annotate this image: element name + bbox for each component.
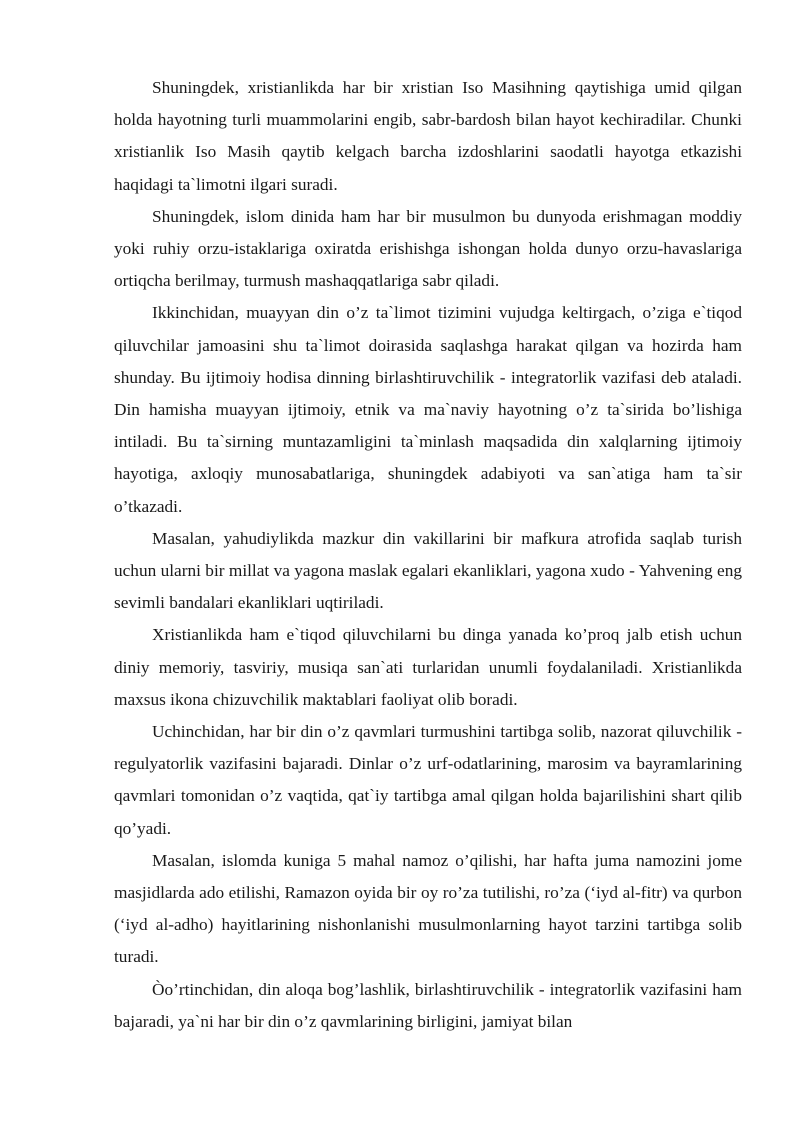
- paragraph-1: Shuningdek, xristianlikda har bir xristian Iso Masihning qaytishiga umid qilgan holda hayotning turli muammolarini engib, sabr-bardosh bilan hayot kechiradilar. Chunki xristianlik Iso Masih qaytib kelgach barcha izdoshlarini saodatli hayotga etkazishi haqidagi ta`limotni ilgari suradi.: [114, 78, 742, 194]
- paragraph-3: Ikkinchidan, muayyan din o’z ta`limot tizimini vujudga keltirgach, o’ziga e`tiqod qiluvchilar jamoasini shu ta`limot doirasida saqlashga harakat qilgan va hozirda ham shunday. Bu ijtimoiy hodisa dinning birlashtiruvchilik - integratorlik vazifasi deb ataladi. Din hamisha muayyan ijtimoiy, etnik va ma`naviy hayotning o’z ta`sirida bo’lishiga intiladi. Bu ta`sirning muntazamligini ta`minlash maqsadida din xalqlarning ijtimoiy hayotiga, axloqiy munosabatlariga, shuningdek adabiyoti va san`atiga ham ta`sir o’tkazadi.: [114, 303, 742, 516]
- document-page: [114, 72, 742, 1038]
- paragraph-4: Masalan, yahudiylikda mazkur din vakillarini bir mafkura atrofida saqlab turish uchun ularni bir millat va yagona maslak egalari ekanliklari, yagona xudo - Yahvening eng sevimli bandalari ekanliklari uqtiriladi.: [114, 528, 742, 613]
- paragraph-2: Shuningdek, islom dinida ham har bir musulmon bu dunyoda erishmagan moddiy yoki ruhiy orzu-istaklariga oxiratda erishishga ishongan holda dunyo orzu-havaslariga ortiqcha berilmay, turmush mashaqqatlariga sabr qiladi.: [114, 206, 742, 291]
- paragraph-7: Masalan, islomda kuniga 5 mahal namoz o’qilishi, har hafta juma namozini jome masjidlarda ado etilishi, Ramazon oyida bir oy ro’za tutilishi, ro’za (‘iyd al-fitr) va qurbon (‘iyd al-adho) hayitlarining nishonlanishi musulmonlarning hayot tarzini tartibga solib turadi.: [114, 850, 742, 967]
- paragraph-6: Uchinchidan, har bir din o’z qavmlari turmushini tartibga solib, nazorat qiluvchilik - regulyatorlik vazifasini bajaradi. Dinlar o’z urf-odatlarining, marosim va bayramlarining qavmlari tomonidan o’z vaqtida, qat`iy tartibga amal qilgan holda bajarilishini shart qilib qo’yadi.: [114, 722, 742, 838]
- paragraph-5: Xristianlikda ham e`tiqod qiluvchilarni bu dinga yanada ko’proq jalb etish uchun diniy memoriy, tasviriy, musiqa san`ati turlaridan unumli foydalaniladi. Xristianlikda maxsus ikona chizuvchilik maktablari faoliyat olib boradi.: [114, 625, 742, 709]
- paragraph-8: Òo’rtinchidan, din aloqa bog’lashlik, birlashtiruvchilik - integratorlik vazifasini ham bajaradi, ya`ni har bir din o’z qavmlarining birligini, jamiyat bilan: [114, 979, 742, 1031]
